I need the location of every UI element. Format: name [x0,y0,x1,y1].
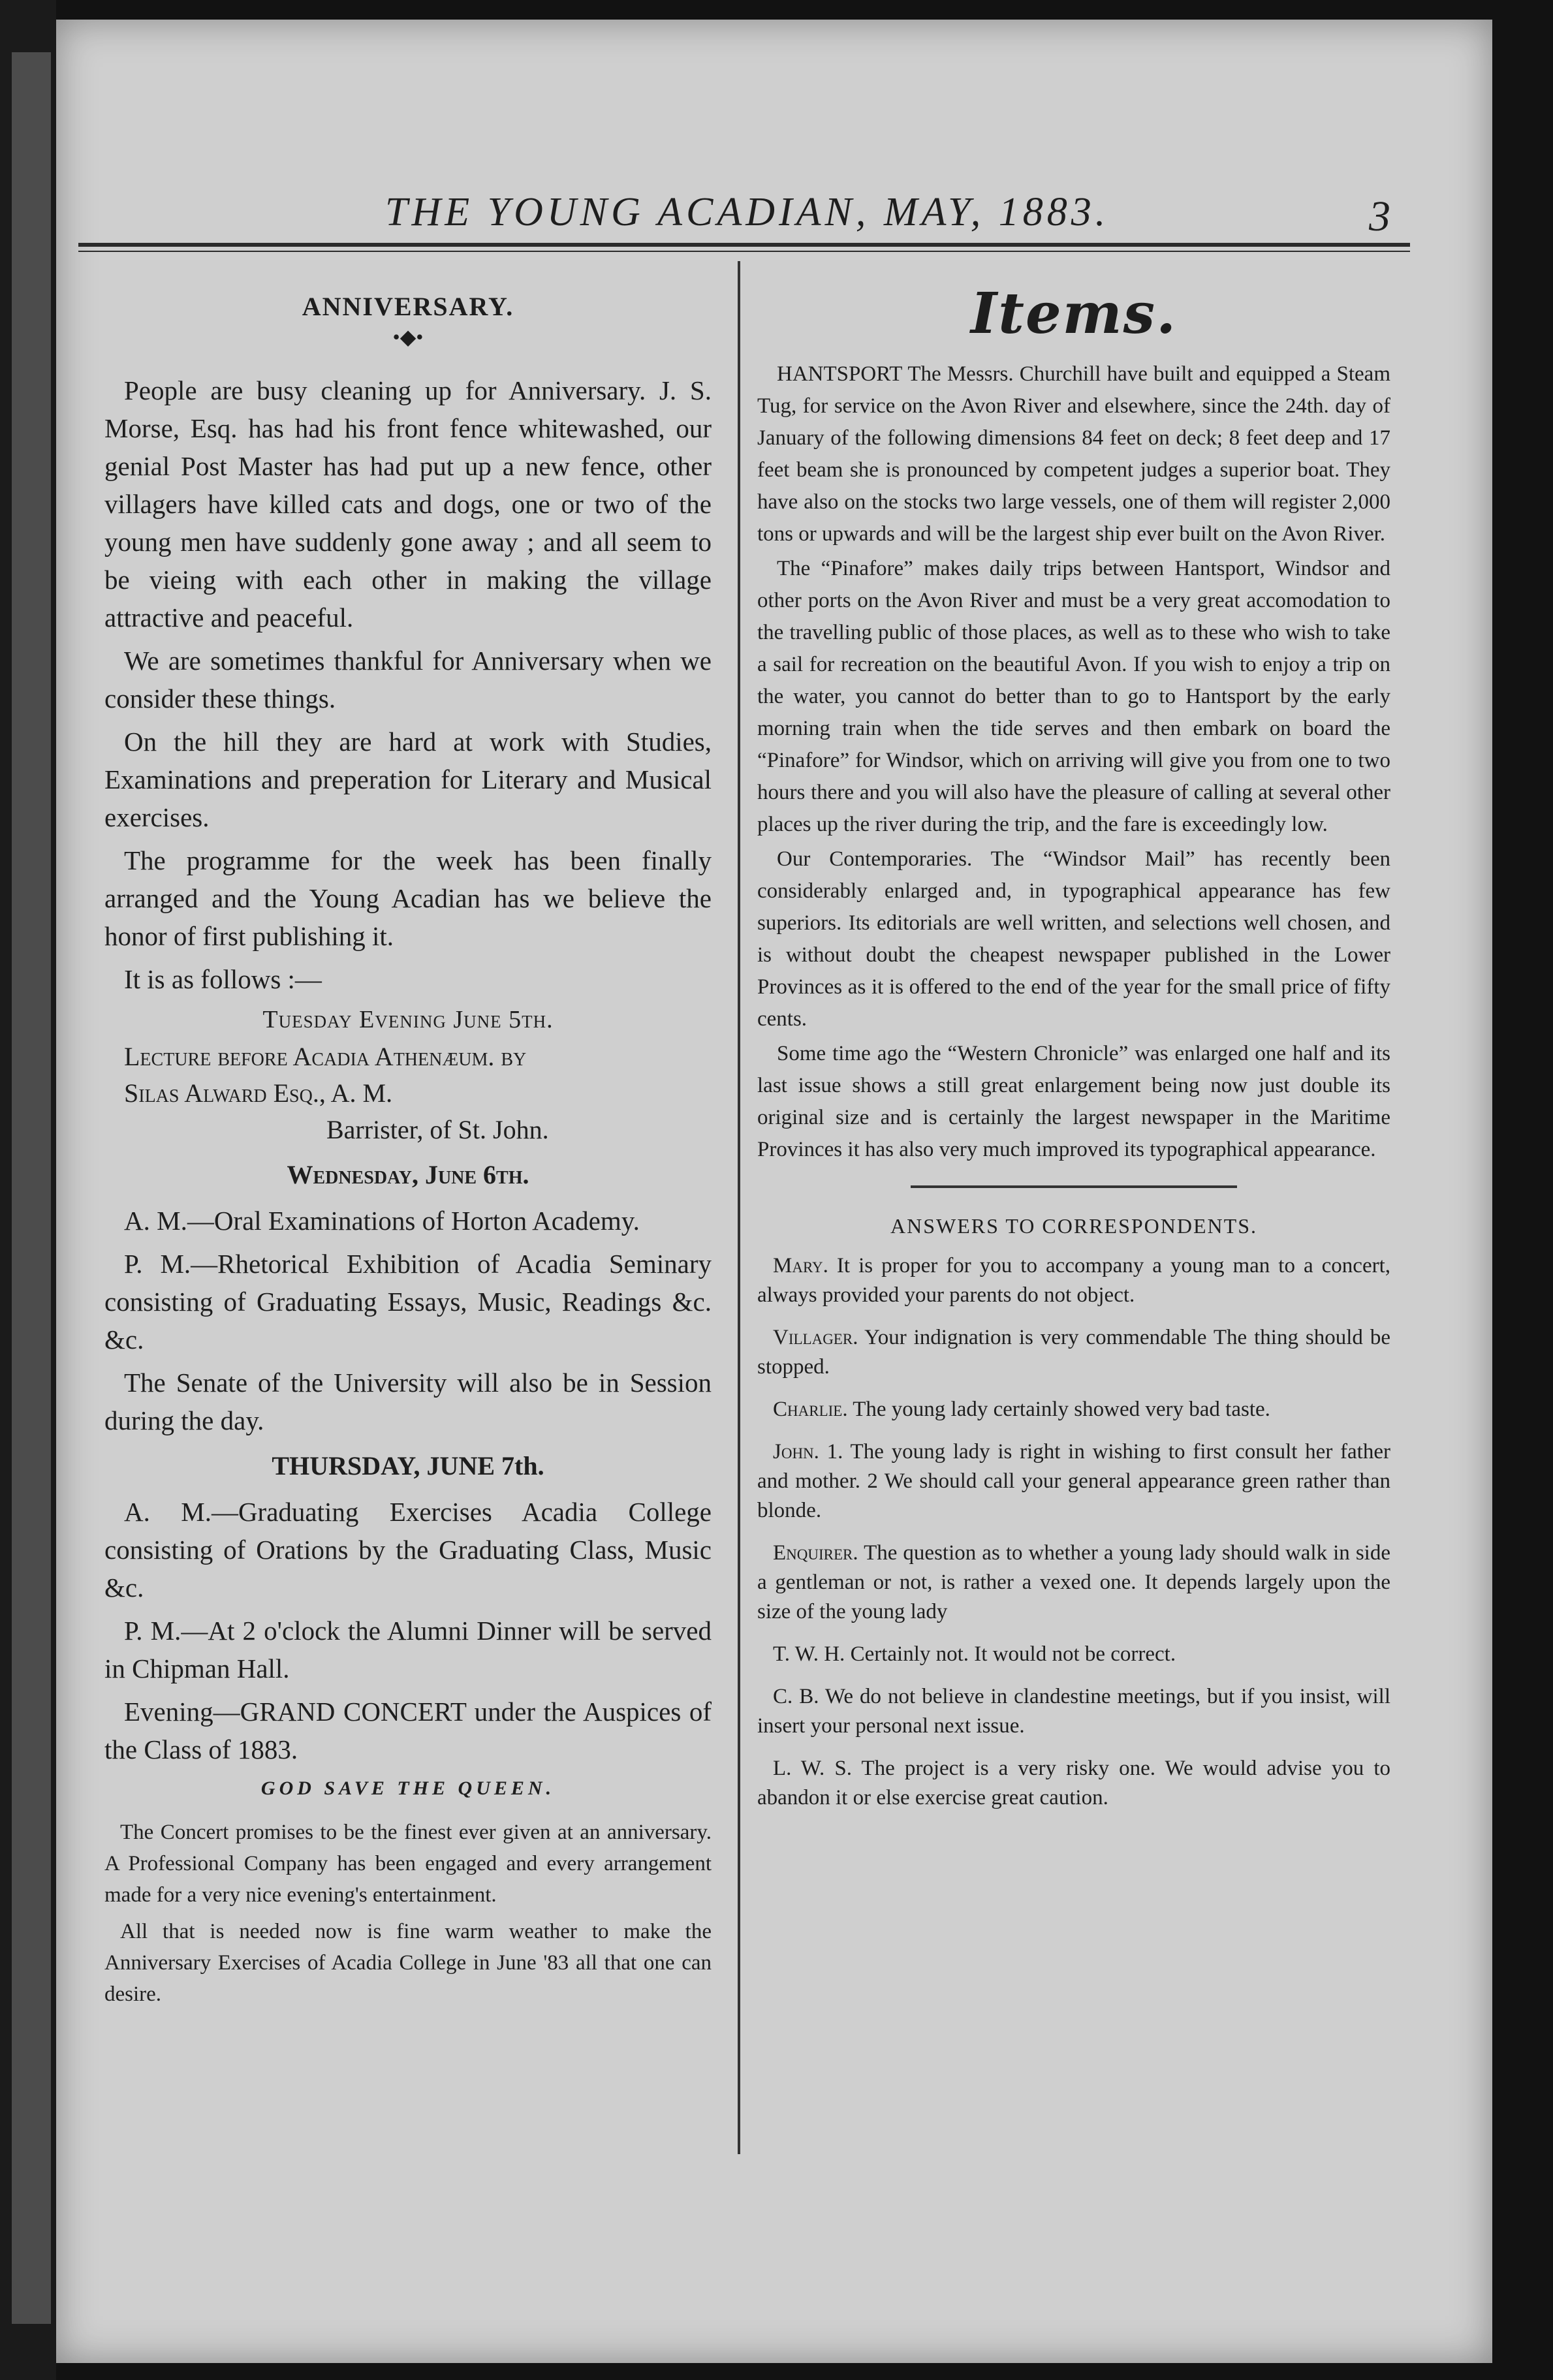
answer-item [757,1251,1390,1310]
answer-text: Certainly not. It would not be correct. [850,1642,1176,1666]
header-rule-thick [78,243,1410,247]
paragraph-hill: On the hill they are hard at work with Studies, Examinations and preperation for Literary and Musical exercises. [104,727,712,832]
items-heading: Items. [970,281,1178,347]
paragraph-programme: The programme for the week has been finally arranged and the Young Acadian has we believe the honor of first publishing it. [104,845,712,951]
wednesday-heading: Wednesday, June 6th. [287,1160,529,1189]
answer-text: We do not believe in clandestine meetings, but if you insist, will insert your personal next issue. [757,1685,1390,1738]
answer-item [757,1754,1390,1813]
column-divider [738,261,740,2154]
left-column [104,281,712,2015]
answer-lead: Charlie. [773,1398,848,1421]
paragraph-follows: It is as follows :— [124,964,322,994]
answer-text: It is proper for you to accompany a young man to a concert, always provided your parents do not object. [757,1254,1391,1307]
answer-lead: L. W. S. [773,1757,852,1780]
page-number: 3 [1369,193,1390,240]
lecturer-name: Silas Alward Esq., A. M. [124,1078,393,1108]
tuesday-heading: Tuesday Evening June 5th. [262,1006,554,1033]
answer-item [757,1640,1390,1669]
binding-gutter [0,0,56,2380]
paragraph-cleaning: People are busy cleaning up for Anniversary. J. S. Morse, Esq. has had his front fence whitewashed, our genial Post Master has had put up a new fence, other villagers have killed cats and dogs, one or two of the young men have suddenly gone away ; and all seem to be vieing with each other in making the village attractive and peaceful. [104,375,712,633]
answer-item [757,1682,1390,1741]
answer-text: Your indignation is very commendable The thing should be stopped. [757,1326,1390,1379]
page-header [78,176,1410,255]
answer-text: The young lady certainly showed very bad taste. [853,1398,1270,1421]
answer-lead: Villager. [773,1326,858,1349]
contemporaries-item: Our Contemporaries. The “Windsor Mail” has recently been considerably enlarged and, in typographical appearance has few superiors. Its editorials are well written, and selections well chosen, and is without doubt the cheapest newspaper published in the Lower Provinces as it is offered to the end of the year for the small price of fifty cents. [757,847,1390,1031]
thursday-pm: P. M.—At 2 o'clock the Alumni Dinner will be served in Chipman Hall. [104,1616,712,1683]
lecture-line: Lecture before Acadia Athenæum. by [124,1042,527,1071]
weather-note: All that is needed now is fine warm weather to make the Anniversary Exercises of Acadia College in June '83 all that one can desire. [104,1920,712,2006]
concert-note: The Concert promises to be the finest ever given at an anniversary. A Professional Company has been engaged and every arrangement made for a very nice evening's entertainment. [104,1821,712,1907]
answer-lead: John. [773,1440,819,1464]
answers-heading: ANSWERS TO CORRESPONDENTS. [890,1214,1257,1238]
answer-text: The question as to whether a young lady should walk in side a gentleman or not, is rather a vexed one. It depends largely upon the size of the young lady [757,1541,1390,1623]
running-title: THE YOUNG ACADIAN, MAY, 1883. [385,190,1110,234]
answer-text: 1. The young lady is right in wishing to first consult her father and mother. 2 We should call your general appearance green rather than blonde. [757,1440,1390,1522]
paragraph-thankful: We are sometimes thankful for Anniversary when we consider these things. [104,646,712,713]
answer-text: The project is a very risky one. We would advise you to abandon it or else exercise great caution. [757,1757,1390,1809]
chronicle-item: Some time ago the “Western Chronicle” was enlarged one half and its last issue shows a still great enlargement being now just double its original size and is certainly the largest newspaper in the Maritime Provinces it has also very much improved its typographical appearance. [757,1042,1390,1161]
wednesday-am: A. M.—Oral Examinations of Horton Academy. [124,1206,640,1236]
god-save-the-queen: GOD SAVE THE QUEEN. [260,1777,556,1799]
senate-session: The Senate of the University will also be in Session during the day. [104,1368,712,1435]
section-rule [911,1185,1237,1188]
answer-lead: C. B. [773,1685,819,1708]
wednesday-pm: P. M.—Rhetorical Exhibition of Acadia Seminary consisting of Graduating Essays, Music, Readings &c. &c. [104,1249,712,1354]
pinafore-item: The “Pinafore” makes daily trips between Hantsport, Windsor and other ports on the Avon River and must be a very great accomodation to the travelling public of those places, as well as to these who wish to take a sail for recreation on the beautiful Avon. If you wish to enjoy a trip on the water, you cannot do better than to go to Hantsport by the early morning train when the tide serves and then embark on board the “Pinafore” for Windsor, which on arriving will give you from one to two hours there and you will also have the pleasure of calling at several other places up the river during the trip, and the fare is exceedingly low. [757,557,1390,836]
hantsport-item: HANTSPORT The Messrs. Churchill have built and equipped a Steam Tug, for service on the Avon River and elsewhere, since the 24th. day of January of the following dimensions 84 feet on deck; 8 feet deep and 17 feet beam she is pronounced by competent judges a superior boat. They have also on the stocks two large vessels, one of them will register 2,000 tons or upwards and will be the largest ship ever built on the Avon River. [757,362,1390,546]
anniversary-heading: ANNIVERSARY. [302,292,514,321]
answer-item [757,1437,1390,1526]
lecturer-title: Barrister, of St. John. [326,1115,549,1144]
thursday-heading: THURSDAY, JUNE 7th. [272,1451,544,1480]
answer-lead: Mary. [773,1254,828,1277]
answer-item [757,1323,1390,1382]
adjacent-page-edge [12,52,51,2324]
header-rule-thin [78,251,1410,252]
evening-concert: Evening—GRAND CONCERT under the Auspices of the Class of 1883. [104,1697,712,1764]
thursday-am: A. M.—Graduating Exercises Acadia College consisting of Orations by the Graduating Class, Music &c. [104,1497,712,1603]
answer-item [757,1539,1390,1627]
answer-lead: T. W. H. [773,1642,845,1666]
ornament-divider: •◆• [392,325,424,349]
answer-item [757,1395,1390,1424]
right-column [757,281,1390,1826]
answer-lead: Enquirer. [773,1541,858,1565]
